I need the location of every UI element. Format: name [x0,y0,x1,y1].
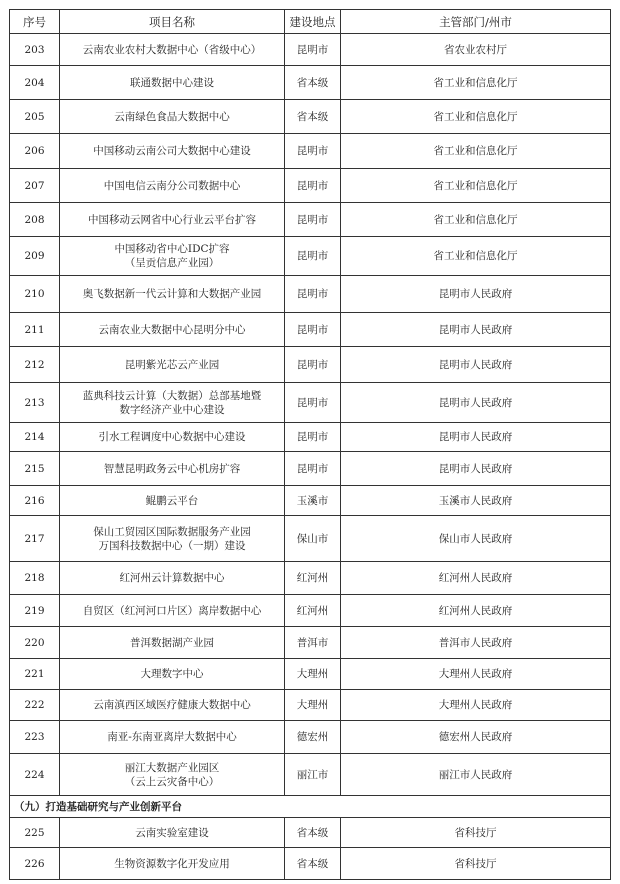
row-name [60,100,285,134]
row-no: 222 [10,690,60,721]
row-no: 206 [10,134,60,169]
row-location: 大理州 [285,659,341,690]
row-no: 210 [10,276,60,313]
row-no: 225 [10,818,60,848]
table-row [10,66,611,100]
row-location: 省本级 [285,848,341,880]
row-department: 玉溪市人民政府 [341,486,611,516]
row-department: 大理州人民政府 [341,659,611,690]
row-name [60,690,285,721]
row-name [60,627,285,659]
section-title: （九）打造基础研究与产业创新平台 [10,796,611,818]
row-department: 丽江市人民政府 [341,754,611,796]
row-name [60,169,285,203]
row-name-line: 引水工程调度中心数据中心建设 [98,431,246,443]
row-department: 红河州人民政府 [341,595,611,627]
row-no: 223 [10,721,60,754]
row-department: 省工业和信息化厅 [341,66,611,100]
row-no: 214 [10,423,60,452]
row-department: 昆明市人民政府 [341,383,611,423]
row-location: 昆明市 [285,347,341,383]
row-name-line: 中国移动云南公司大数据中心建设 [93,145,251,157]
row-name [60,595,285,627]
row-no: 218 [10,562,60,595]
row-location: 昆明市 [285,134,341,169]
row-name [60,452,285,486]
row-name-line: 智慧昆明政务云中心机房扩容 [103,462,241,475]
row-no: 221 [10,659,60,690]
row-name-line: 南亚-东南亚离岸大数据中心 [107,731,237,743]
table-row [10,486,611,516]
row-name-line: 昆明紫光芯云产业园 [124,358,220,371]
row-name [60,423,285,452]
table-row [10,276,611,313]
table-row [10,562,611,595]
row-no: 209 [10,237,60,276]
row-department: 省工业和信息化厅 [341,169,611,203]
row-location: 保山市 [285,516,341,562]
row-name [60,66,285,100]
row-no: 220 [10,627,60,659]
row-department: 省工业和信息化厅 [341,134,611,169]
row-location: 红河州 [285,595,341,627]
row-no: 207 [10,169,60,203]
row-location: 红河州 [285,562,341,595]
row-name-line: 普洱数据湖产业园 [130,636,214,649]
row-department: 昆明市人民政府 [341,276,611,313]
row-department: 德宏州人民政府 [341,721,611,754]
row-name-line: 云南农业大数据中心昆明分中心 [98,323,246,336]
row-location: 昆明市 [285,313,341,347]
row-no: 203 [10,34,60,66]
row-no: 219 [10,595,60,627]
table-row [10,595,611,627]
row-location: 昆明市 [285,203,341,237]
row-name [60,237,285,276]
table-row [10,383,611,423]
row-department: 省工业和信息化厅 [341,100,611,134]
row-department: 省科技厅 [341,848,611,880]
row-location: 昆明市 [285,423,341,452]
row-department: 昆明市人民政府 [341,423,611,452]
row-name-line: 中国电信云南分公司数据中心 [103,179,241,192]
table-row [10,423,611,452]
row-name [60,754,285,796]
row-name [60,203,285,237]
table-row [10,203,611,237]
row-department: 昆明市人民政府 [341,452,611,486]
row-name-line: 联通数据中心建设 [130,76,214,89]
row-department: 大理州人民政府 [341,690,611,721]
row-location: 昆明市 [285,452,341,486]
row-name-line: 自贸区（红河河口片区）离岸数据中心 [82,604,262,617]
table-row [10,818,611,848]
row-name-line: 云南滇西区域医疗健康大数据中心 [93,699,251,711]
table-row [10,754,611,796]
row-name [60,34,285,66]
row-department: 省科技厅 [341,818,611,848]
row-name-line: （呈贡信息产业园） [124,257,220,269]
table-row [10,452,611,486]
table-row [10,848,611,880]
row-name-line: （云上云灾备中心） [124,775,220,788]
row-name-line: 蓝典科技云计算（大数据）总部基地暨 [82,389,262,402]
row-department: 省工业和信息化厅 [341,237,611,276]
row-department: 省农业农村厅 [341,34,611,66]
row-location: 普洱市 [285,627,341,659]
row-name-line: 云南农业农村大数据中心（省级中心） [82,43,262,56]
row-name-line: 奥飞数据新一代云计算和大数据产业园 [82,288,262,300]
row-name-line: 中国移动云网省中心行业云平台扩容 [88,213,256,226]
table-row [10,690,611,721]
row-location: 昆明市 [285,276,341,313]
table-row [10,516,611,562]
table-row [10,134,611,169]
row-name-line: 万国科技数据中心（一期）建设 [98,539,246,552]
row-name [60,134,285,169]
table-row [10,721,611,754]
table-row [10,100,611,134]
row-name [60,313,285,347]
row-no: 208 [10,203,60,237]
row-department: 普洱市人民政府 [341,627,611,659]
row-location: 玉溪市 [285,486,341,516]
row-name-line: 云南实验室建设 [135,826,209,839]
section-row [10,796,611,818]
row-department: 昆明市人民政府 [341,347,611,383]
row-location: 省本级 [285,66,341,100]
row-department: 昆明市人民政府 [341,313,611,347]
row-name-line: 数字经济产业中心建设 [119,403,225,416]
header-row [10,10,611,34]
row-name-line: 鲲鹏云平台 [145,494,199,507]
row-department: 省工业和信息化厅 [341,203,611,237]
row-location: 德宏州 [285,721,341,754]
header-name: 项目名称 [60,10,285,34]
row-no: 212 [10,347,60,383]
table-row [10,169,611,203]
row-name [60,721,285,754]
row-name [60,818,285,848]
row-location: 丽江市 [285,754,341,796]
row-name [60,383,285,423]
project-table [9,9,611,880]
row-name [60,347,285,383]
row-name [60,562,285,595]
header-location: 建设地点 [285,10,341,34]
row-no: 226 [10,848,60,880]
table-row [10,34,611,66]
row-location: 昆明市 [285,169,341,203]
row-name-line: 丽江大数据产业园区 [124,761,220,774]
row-department: 保山市人民政府 [341,516,611,562]
row-location: 昆明市 [285,383,341,423]
row-location: 昆明市 [285,34,341,66]
row-name [60,848,285,880]
row-name-line: 红河州云计算数据中心 [119,572,225,584]
row-location: 省本级 [285,818,341,848]
row-no: 217 [10,516,60,562]
header-department: 主管部门/州市 [341,10,611,34]
row-name-line: 保山工贸园区国际数据服务产业园 [93,525,251,538]
table-row [10,347,611,383]
row-name [60,659,285,690]
row-no: 213 [10,383,60,423]
row-no: 216 [10,486,60,516]
row-no: 204 [10,66,60,100]
table-row [10,313,611,347]
row-name [60,486,285,516]
table-row [10,659,611,690]
row-name-line: 大理数字中心 [140,668,204,680]
row-name-line: 中国移动省中心IDC扩容 [114,243,230,255]
table-row [10,237,611,276]
header-no: 序号 [10,10,60,34]
row-name-line: 生物资源数字化开发应用 [114,857,230,870]
row-location: 昆明市 [285,237,341,276]
row-location: 大理州 [285,690,341,721]
row-name [60,516,285,562]
row-name [60,276,285,313]
row-no: 215 [10,452,60,486]
row-name-line: 云南绿色食品大数据中心 [114,110,230,123]
table-row [10,627,611,659]
row-no: 224 [10,754,60,796]
row-location: 省本级 [285,100,341,134]
row-department: 红河州人民政府 [341,562,611,595]
row-no: 211 [10,313,60,347]
row-no: 205 [10,100,60,134]
